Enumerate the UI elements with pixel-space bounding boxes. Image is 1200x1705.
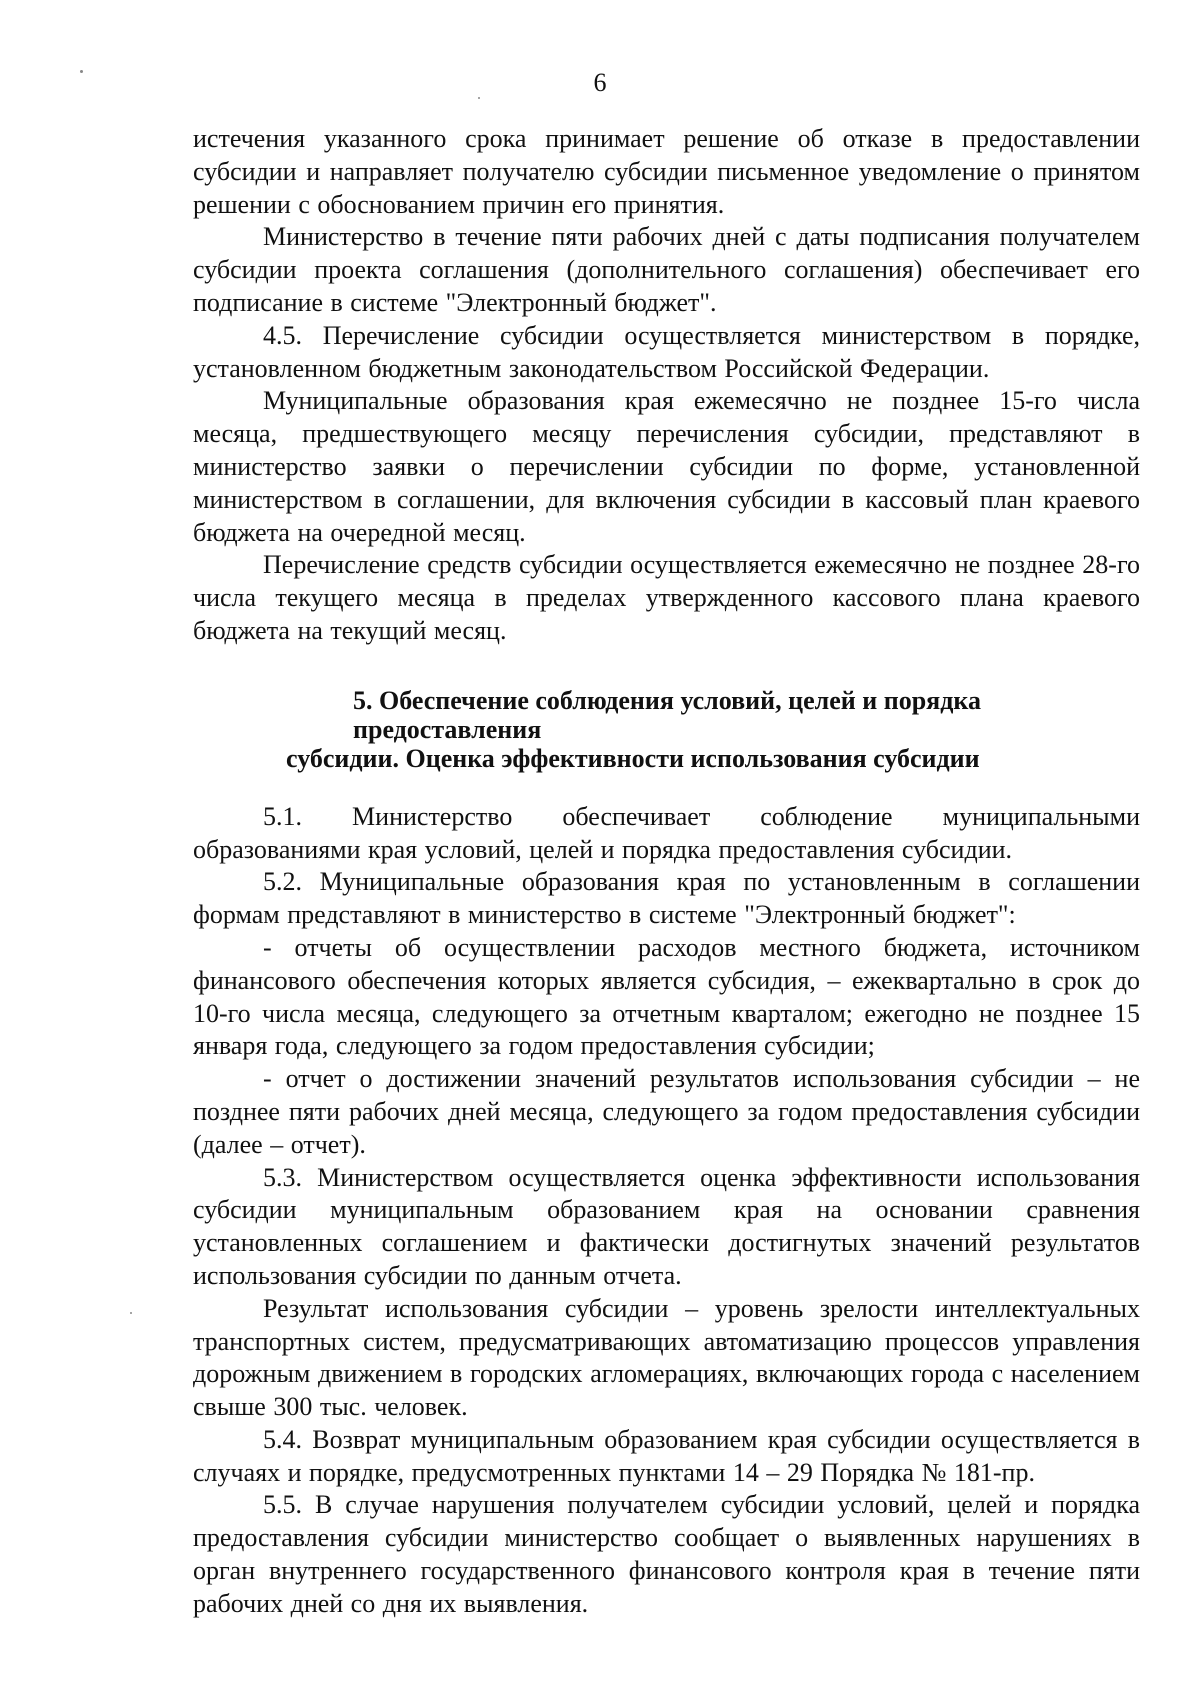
page-number: 6 [593,68,607,97]
paragraph-5-2: 5.2. Муниципальные образования края по установленным в соглашении формам представляют в министерство в системе "Электронный бюджет": [193,867,1140,930]
paragraph-transfer-schedule: Перечисление средств субсидии осуществляется ежемесячно не позднее 28-го числа текущего месяца в пределах утвержденного кассового плана краевого бюджета на текущий месяц. [193,550,1140,645]
paragraph-agreement-signing: Министерство в течение пяти рабочих дней с даты подписания получателем субсидии проекта соглашения (дополнительного соглашения) обеспечивает его подписание в системе "Электронный бюджет". [193,222,1140,317]
section-5-heading [193,686,1140,773]
section-5-heading-line1: 5. Обеспечение соблюдения условий, целей и порядка предоставления [353,685,981,744]
paragraph-4-5: 4.5. Перечисление субсидии осуществляется министерством в порядке, установленном бюджетным законодательством Российской Федерации. [193,320,1140,383]
paragraph-monthly-requests: Муниципальные образования края ежемесячно не позднее 15-го числа месяца, предшествующего месяцу перечисления субсидии, представляют в министерство заявки о перечислении субсидии по форме, установленной министерством в соглашении, для включения субсидии в кассовый план краевого бюджета на очередной месяц. [193,386,1140,547]
section-5-heading-line2: субсидии. Оценка эффективности использования субсидии [286,743,980,773]
list-item-expense-reports: - отчеты об осуществлении расходов местного бюджета, источником финансового обеспечения которых является субсидия, – ежеквартально в срок до 10-го числа месяца, следующего за отчетным кварталом; ежегодно не позднее 15 января года, следующего за годом предоставления субсидии; [193,932,1140,1061]
paragraph-5-1: 5.1. Министерство обеспечивает соблюдение муниципальными образованиями края условий, целей и порядка предоставления субсидии. [193,801,1140,864]
paragraph-5-4: 5.4. Возврат муниципальным образованием края субсидии осуществляется в случаях и порядке, предусмотренных пунктами 14 – 29 Порядка № 181-пр. [193,1424,1140,1487]
list-item-results-report: - отчет о достижении значений результатов использования субсидии – не позднее пяти рабочих дней месяца, следующего за годом предоставления субсидии (далее – отчет). [193,1064,1140,1159]
paragraph-subsidy-result: Результат использования субсидии – уровень зрелости интеллектуальных транспортных систем, предусматривающих автоматизацию процессов управления дорожным движением в городских агломерациях, включающих города с населением свыше 300 тыс. человек. [193,1293,1140,1422]
paragraph-refusal-decision: истечения указанного срока принимает решение об отказе в предоставлении субсидии и направляет получателю субсидии письменное уведомление о принятом решении с обоснованием причин его принятия. [193,124,1140,219]
paragraph-5-3: 5.3. Министерством осуществляется оценка эффективности использования субсидии муниципальным образованием края на основании сравнения установленных соглашением и фактически достигнутых значений результатов использования субсидии по данным отчета. [193,1162,1140,1290]
document-body [193,123,1140,1621]
scan-speck [130,1312,132,1314]
paragraph-5-5: 5.5. В случае нарушения получателем субсидии условий, целей и порядка предоставления субсидии министерство сообщает о выявленных нарушениях в орган внутреннего государственного финансового контроля края в течение пяти рабочих дней со дня их выявления. [193,1490,1140,1618]
